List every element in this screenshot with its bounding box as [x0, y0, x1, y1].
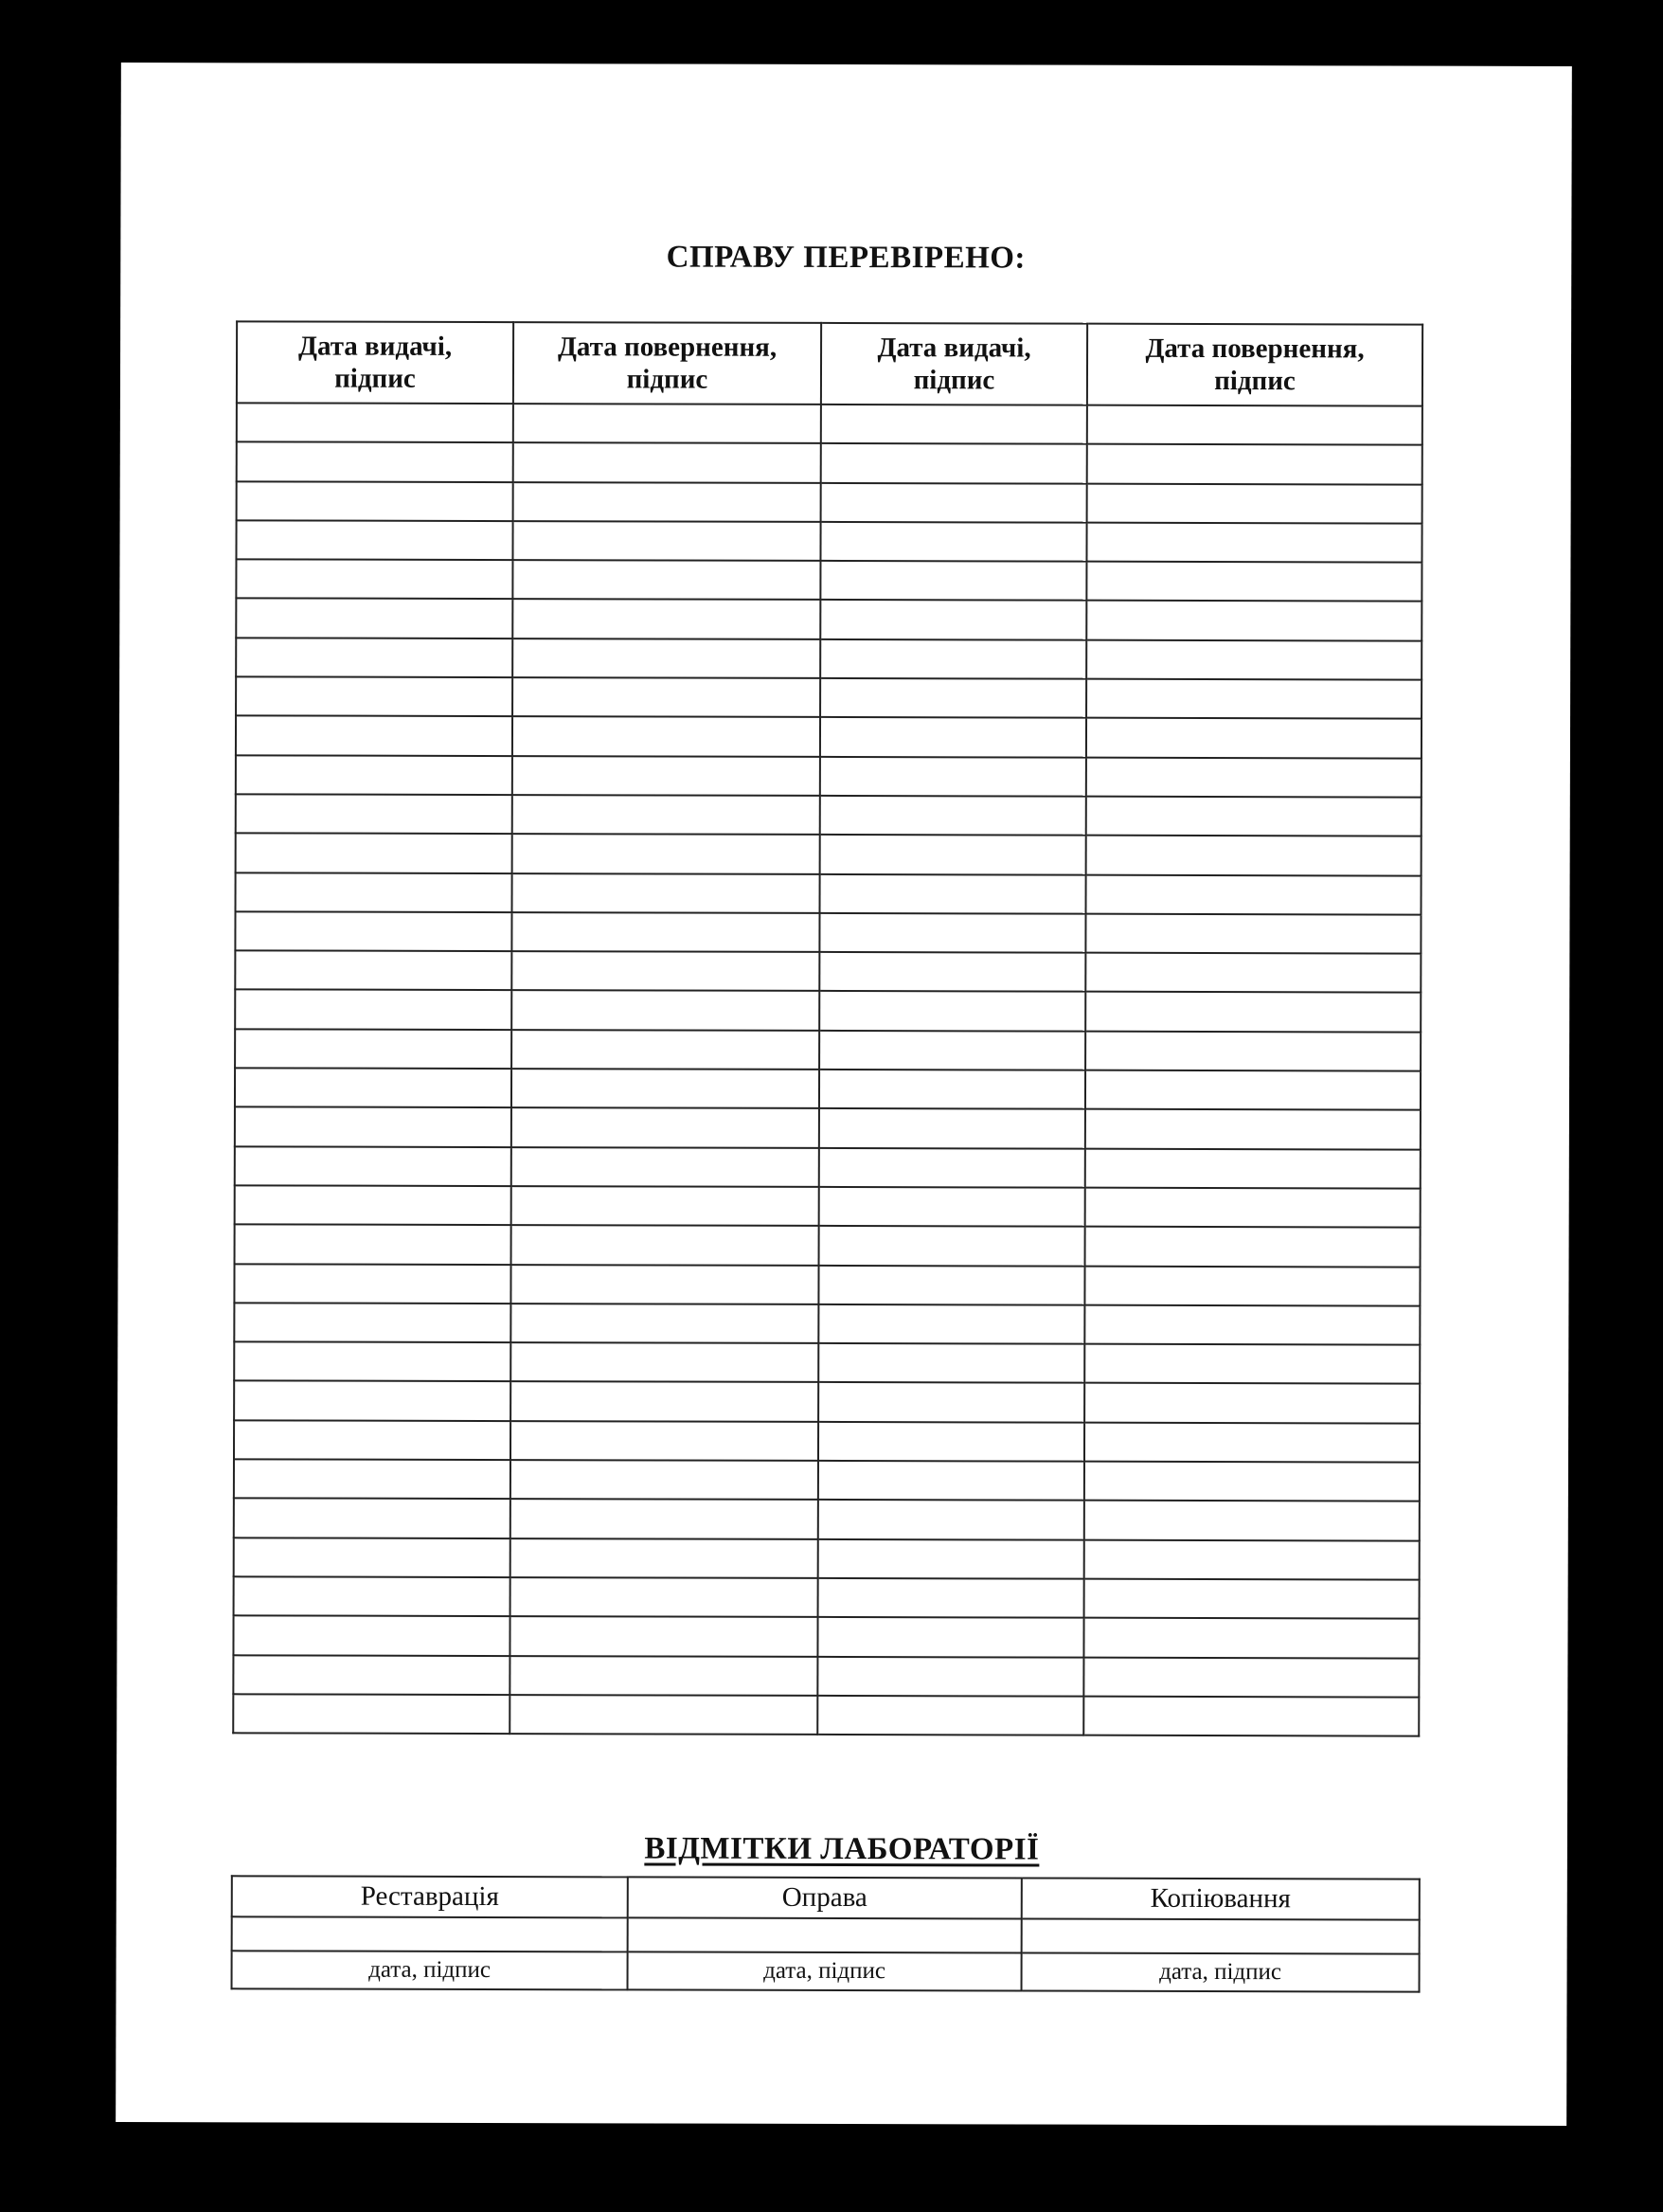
table-row	[236, 716, 1422, 759]
table-cell[interactable]	[236, 794, 512, 834]
lab-caption-binding: дата, підпис	[628, 1951, 1022, 1990]
table-cell[interactable]	[819, 1187, 1085, 1227]
table-cell[interactable]	[512, 795, 820, 835]
table-cell[interactable]	[512, 834, 820, 873]
table-cell[interactable]	[512, 716, 820, 756]
header-issue-date-1	[237, 321, 513, 404]
header-line: Дата видачі,	[877, 333, 1031, 364]
table-cell[interactable]	[237, 403, 513, 442]
table-cell[interactable]	[1084, 1422, 1420, 1462]
table-row	[236, 755, 1422, 798]
table-row	[235, 950, 1421, 993]
table-cell[interactable]	[1087, 444, 1422, 484]
lab-cell-copying[interactable]	[1022, 1918, 1420, 1953]
table-cell[interactable]	[511, 1225, 819, 1265]
lab-caption-restoration: дата, підпис	[232, 1951, 628, 1989]
table-cell[interactable]	[510, 1538, 818, 1578]
table-cell[interactable]	[818, 1265, 1084, 1304]
table-row	[234, 1576, 1420, 1619]
lab-header-binding: Оправа	[628, 1877, 1022, 1918]
table-row	[235, 1029, 1421, 1071]
table-cell[interactable]	[511, 991, 819, 1031]
table-cell[interactable]	[511, 1107, 819, 1147]
table-cell[interactable]	[236, 716, 512, 756]
table-cell[interactable]	[820, 639, 1086, 679]
table-cell[interactable]	[820, 796, 1086, 836]
table-cell[interactable]	[818, 1500, 1084, 1539]
table-cell[interactable]	[513, 442, 821, 482]
table-cell[interactable]	[235, 911, 511, 951]
document-page	[116, 63, 1572, 2126]
table-cell[interactable]	[1086, 757, 1422, 797]
table-cell[interactable]	[236, 834, 512, 873]
table-cell[interactable]	[510, 1342, 818, 1382]
lab-cell-restoration[interactable]	[232, 1916, 628, 1951]
page-title: СПРАВУ ПЕРЕВІРЕНО:	[666, 240, 1026, 276]
table-cell[interactable]	[1083, 1657, 1419, 1697]
header-line: підпис	[626, 364, 708, 395]
table-cell[interactable]	[234, 1303, 510, 1342]
table-cell[interactable]	[821, 443, 1087, 483]
table-row	[237, 403, 1422, 445]
table-row	[234, 1381, 1420, 1424]
table-cell[interactable]	[1084, 1304, 1420, 1344]
table-cell[interactable]	[820, 678, 1086, 718]
table-cell[interactable]	[820, 717, 1086, 757]
table-cell[interactable]	[820, 600, 1086, 639]
table-cell[interactable]	[236, 872, 512, 912]
table-row	[235, 911, 1421, 954]
table-cell[interactable]	[819, 1148, 1085, 1188]
table-cell[interactable]	[512, 873, 820, 913]
lab-cell-binding[interactable]	[628, 1917, 1022, 1952]
lab-table-caption-row	[232, 1951, 1420, 1991]
table-cell[interactable]	[236, 560, 512, 600]
table-cell[interactable]	[512, 560, 820, 600]
checks-table-body	[233, 403, 1422, 1735]
table-cell[interactable]	[819, 1226, 1085, 1266]
table-row	[237, 442, 1422, 485]
table-cell[interactable]	[818, 1461, 1084, 1501]
table-cell[interactable]	[512, 600, 820, 639]
table-row	[235, 990, 1421, 1033]
table-cell[interactable]	[511, 1030, 819, 1070]
lab-caption-copying: дата, підпис	[1022, 1952, 1420, 1991]
table-cell[interactable]	[1087, 483, 1422, 523]
table-cell[interactable]	[235, 1225, 511, 1265]
table-cell[interactable]	[234, 1499, 510, 1538]
table-row	[233, 1694, 1419, 1736]
table-cell[interactable]	[820, 757, 1086, 797]
table-cell[interactable]	[236, 676, 512, 716]
table-cell[interactable]	[1085, 992, 1421, 1032]
table-cell[interactable]	[237, 442, 513, 482]
header-line: Дата видачі,	[297, 331, 453, 362]
table-row	[235, 1068, 1421, 1110]
header-line: підпис	[913, 365, 995, 396]
table-cell[interactable]	[817, 1696, 1083, 1735]
header-return-date-2	[1087, 324, 1422, 406]
table-cell[interactable]	[513, 404, 821, 443]
table-cell[interactable]	[820, 522, 1086, 562]
table-cell[interactable]	[818, 1539, 1084, 1579]
checks-table	[232, 320, 1423, 1736]
table-cell[interactable]	[1085, 874, 1421, 914]
table-cell[interactable]	[235, 950, 511, 990]
table-cell[interactable]	[510, 1499, 818, 1538]
table-row	[234, 1499, 1420, 1541]
table-cell[interactable]	[235, 990, 511, 1030]
table-row	[237, 481, 1422, 524]
table-cell[interactable]	[510, 1265, 818, 1304]
table-cell[interactable]	[513, 482, 821, 522]
header-line: підпис	[1214, 366, 1296, 397]
table-cell[interactable]	[511, 951, 819, 991]
lab-header-copying: Копіювання	[1022, 1878, 1420, 1919]
table-cell[interactable]	[237, 481, 513, 521]
lab-table-header-row	[232, 1876, 1420, 1919]
table-cell[interactable]	[1085, 1148, 1421, 1188]
table-row	[234, 1538, 1420, 1580]
table-cell[interactable]	[512, 756, 820, 796]
header-line: Дата повернення,	[1145, 333, 1365, 365]
table-cell[interactable]	[512, 638, 820, 678]
table-cell[interactable]	[819, 1070, 1085, 1109]
table-cell[interactable]	[819, 952, 1085, 992]
table-cell[interactable]	[1085, 1109, 1421, 1149]
table-cell[interactable]	[818, 1343, 1084, 1383]
table-cell[interactable]	[235, 1029, 511, 1069]
header-line: підпис	[334, 363, 416, 394]
table-cell[interactable]	[1086, 639, 1422, 679]
table-row	[234, 1264, 1420, 1306]
table-cell[interactable]	[1085, 953, 1421, 993]
table-cell[interactable]	[234, 1420, 510, 1460]
table-row	[233, 1655, 1419, 1698]
table-cell[interactable]	[234, 1538, 510, 1577]
table-cell[interactable]	[821, 483, 1087, 523]
table-cell[interactable]	[510, 1304, 818, 1343]
table-row	[236, 638, 1422, 680]
table-cell[interactable]	[510, 1616, 817, 1656]
table-cell[interactable]	[819, 913, 1085, 953]
table-cell[interactable]	[512, 521, 820, 561]
table-cell[interactable]	[1086, 679, 1422, 719]
table-cell[interactable]	[1086, 836, 1422, 875]
table-row	[236, 834, 1422, 876]
table-cell[interactable]	[234, 1576, 510, 1616]
table-cell[interactable]	[234, 1341, 510, 1381]
table-cell[interactable]	[819, 1108, 1085, 1148]
table-cell[interactable]	[233, 1694, 510, 1734]
header-return-date-1	[513, 322, 821, 405]
table-cell[interactable]	[1083, 1696, 1419, 1735]
table-cell[interactable]	[233, 1655, 510, 1695]
table-row	[234, 1303, 1420, 1345]
table-cell[interactable]	[819, 991, 1085, 1031]
table-cell[interactable]	[234, 1264, 510, 1304]
table-cell[interactable]	[236, 638, 512, 677]
table-cell[interactable]	[1085, 1031, 1421, 1070]
table-cell[interactable]	[820, 835, 1086, 874]
table-row	[234, 1420, 1420, 1463]
table-cell[interactable]	[818, 1304, 1084, 1344]
table-cell[interactable]	[236, 755, 512, 795]
table-cell[interactable]	[1086, 562, 1422, 602]
table-cell[interactable]	[510, 1695, 817, 1735]
lab-table	[231, 1875, 1421, 1992]
table-cell[interactable]	[512, 677, 820, 717]
checks-table-header-row	[237, 321, 1422, 405]
table-cell[interactable]	[820, 873, 1086, 913]
table-cell[interactable]	[510, 1382, 818, 1422]
lab-header-restoration: Реставрація	[232, 1876, 628, 1917]
table-cell[interactable]	[820, 561, 1086, 601]
table-cell[interactable]	[236, 520, 512, 560]
table-cell[interactable]	[234, 1381, 510, 1421]
table-cell[interactable]	[1086, 718, 1422, 758]
table-cell[interactable]	[235, 1107, 511, 1147]
table-cell[interactable]	[511, 1147, 819, 1187]
table-cell[interactable]	[819, 1031, 1085, 1070]
lab-table-entry-row	[232, 1916, 1420, 1953]
table-cell[interactable]	[817, 1617, 1083, 1657]
table-cell[interactable]	[817, 1656, 1083, 1696]
table-cell[interactable]	[1084, 1579, 1420, 1619]
table-cell[interactable]	[1084, 1383, 1420, 1423]
table-cell[interactable]	[511, 1069, 819, 1108]
table-cell[interactable]	[1086, 797, 1422, 836]
lab-section-title: ВІДМІТКИ ЛАБОРАТОРІЇ	[644, 1831, 1040, 1867]
table-cell[interactable]	[1085, 1070, 1421, 1110]
table-cell[interactable]	[1084, 1501, 1420, 1540]
table-cell[interactable]	[511, 912, 819, 952]
table-cell[interactable]	[1087, 405, 1422, 445]
table-row	[236, 560, 1422, 602]
table-cell[interactable]	[1085, 1227, 1421, 1267]
table-row	[236, 676, 1422, 719]
table-row	[235, 1185, 1421, 1228]
table-cell[interactable]	[818, 1382, 1084, 1422]
table-cell[interactable]	[233, 1616, 510, 1656]
table-cell[interactable]	[510, 1656, 817, 1696]
table-cell[interactable]	[511, 1186, 819, 1226]
table-row	[235, 1146, 1421, 1189]
table-cell[interactable]	[818, 1422, 1084, 1462]
table-cell[interactable]	[235, 1146, 511, 1186]
table-cell[interactable]	[235, 1068, 511, 1107]
table-cell[interactable]	[510, 1460, 818, 1500]
table-cell[interactable]	[510, 1421, 818, 1461]
table-row	[233, 1616, 1419, 1659]
table-cell[interactable]	[234, 1459, 510, 1499]
table-cell[interactable]	[1084, 1462, 1420, 1502]
table-cell[interactable]	[1085, 1188, 1421, 1228]
table-row	[236, 872, 1422, 915]
table-row	[236, 794, 1422, 836]
table-row	[236, 599, 1422, 641]
header-line: Дата повернення,	[557, 332, 778, 363]
table-cell[interactable]	[818, 1578, 1084, 1618]
table-cell[interactable]	[1086, 601, 1422, 640]
table-row	[234, 1459, 1420, 1502]
table-row	[234, 1341, 1420, 1384]
table-cell[interactable]	[510, 1577, 818, 1617]
table-cell[interactable]	[1085, 914, 1421, 954]
table-cell[interactable]	[821, 405, 1087, 444]
table-cell[interactable]	[1083, 1618, 1419, 1658]
table-row	[235, 1225, 1421, 1268]
table-cell[interactable]	[235, 1185, 511, 1225]
table-row	[236, 520, 1422, 563]
table-cell[interactable]	[1084, 1266, 1420, 1305]
table-row	[235, 1107, 1421, 1150]
header-issue-date-2	[821, 323, 1087, 405]
table-cell[interactable]	[1084, 1344, 1420, 1384]
table-cell[interactable]	[236, 599, 512, 638]
table-cell[interactable]	[1086, 523, 1422, 563]
table-cell[interactable]	[1084, 1539, 1420, 1579]
